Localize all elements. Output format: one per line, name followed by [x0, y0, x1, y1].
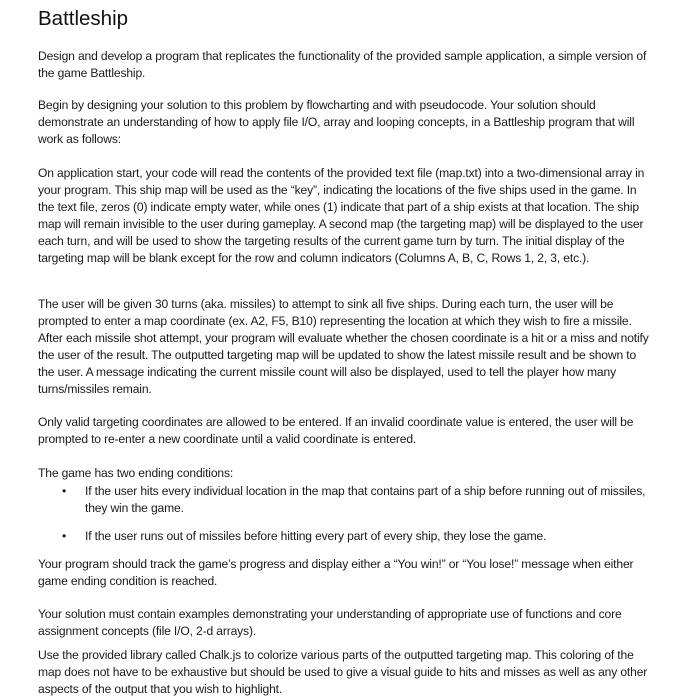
valid-coordinates-paragraph: Only valid targeting coordinates are allowed to be entered. If an invalid coordinate value is entered, the user will be prompted to re-enter a new coordinate until a valid coordinate is entered.	[38, 415, 634, 446]
bullet-icon: •	[62, 484, 67, 498]
design-paragraph: Begin by designing your solution to this problem by flowcharting and with pseudocode. Your solution should demonstrate an understanding of how to apply file I/O, array and looping concepts, in a Battleship program that will work as follows:	[38, 98, 635, 146]
list-item-text: If the user runs out of missiles before hitting every part of every ship, they lose the game.	[85, 529, 547, 543]
page-title: Battleship	[38, 7, 129, 30]
bullet-icon: •	[62, 529, 67, 543]
chalk-paragraph: Use the provided library called Chalk.js to colorize various parts of the outputted targeting map. This coloring of the map does not have to be exhaustive but should be used to give a visual guide to hits and misses as well as any other aspects of the output that you wish to highlight.	[38, 648, 648, 696]
turns-paragraph: The user will be given 30 turns (aka. missiles) to attempt to sink all five ships. During each turn, the user will be prompted to enter a map coordinate (ex. A2, F5, B10) representing the location at which they wish to fire a missile. After each missile shot attempt, your program will evaluate whether the chosen coordinate is a hit or a miss and notify the user of the result. The outputted targeting map will be updated to show the latest missile result and be shown to the user. A message indicating the current missile count will also be displayed, used to tell the player how many turns/missiles remain.	[38, 297, 649, 396]
progress-paragraph: Your program should track the game’s progress and display either a “You win!” or “You lose!” message when either game ending condition is reached.	[38, 557, 634, 588]
application-start-paragraph: On application start, your code will read the contents of the provided text file (map.txt) into a two-dimensional array in your program. This ship map will be used as the “key”, indicating the locations of the five ships used in the game. In the text file, zeros (0) indicate empty water, while ones (1) indicate that part of a ship exists at that location. The ship map will remain invisible to the user during gameplay. A second map (the targeting map) will be displayed to the user each turn, and will be used to show the targeting results of the current game turn by turn. The initial display of the targeting map will be blank except for the row and column indicators (Columns A, B, C, Rows 1, 2, 3, etc.).	[38, 166, 645, 265]
intro-paragraph: Design and develop a program that replicates the functionality of the provided sample application, a simple version of the game Battleship.	[38, 49, 647, 80]
list-item-text: If the user hits every individual location in the map that contains part of a ship before running out of missiles, they win the game.	[85, 484, 646, 515]
solution-paragraph: Your solution must contain examples demonstrating your understanding of appropriate use of functions and core assignment concepts (file I/O, 2-d arrays).	[38, 607, 622, 638]
ending-conditions-heading: The game has two ending conditions:	[38, 466, 234, 480]
